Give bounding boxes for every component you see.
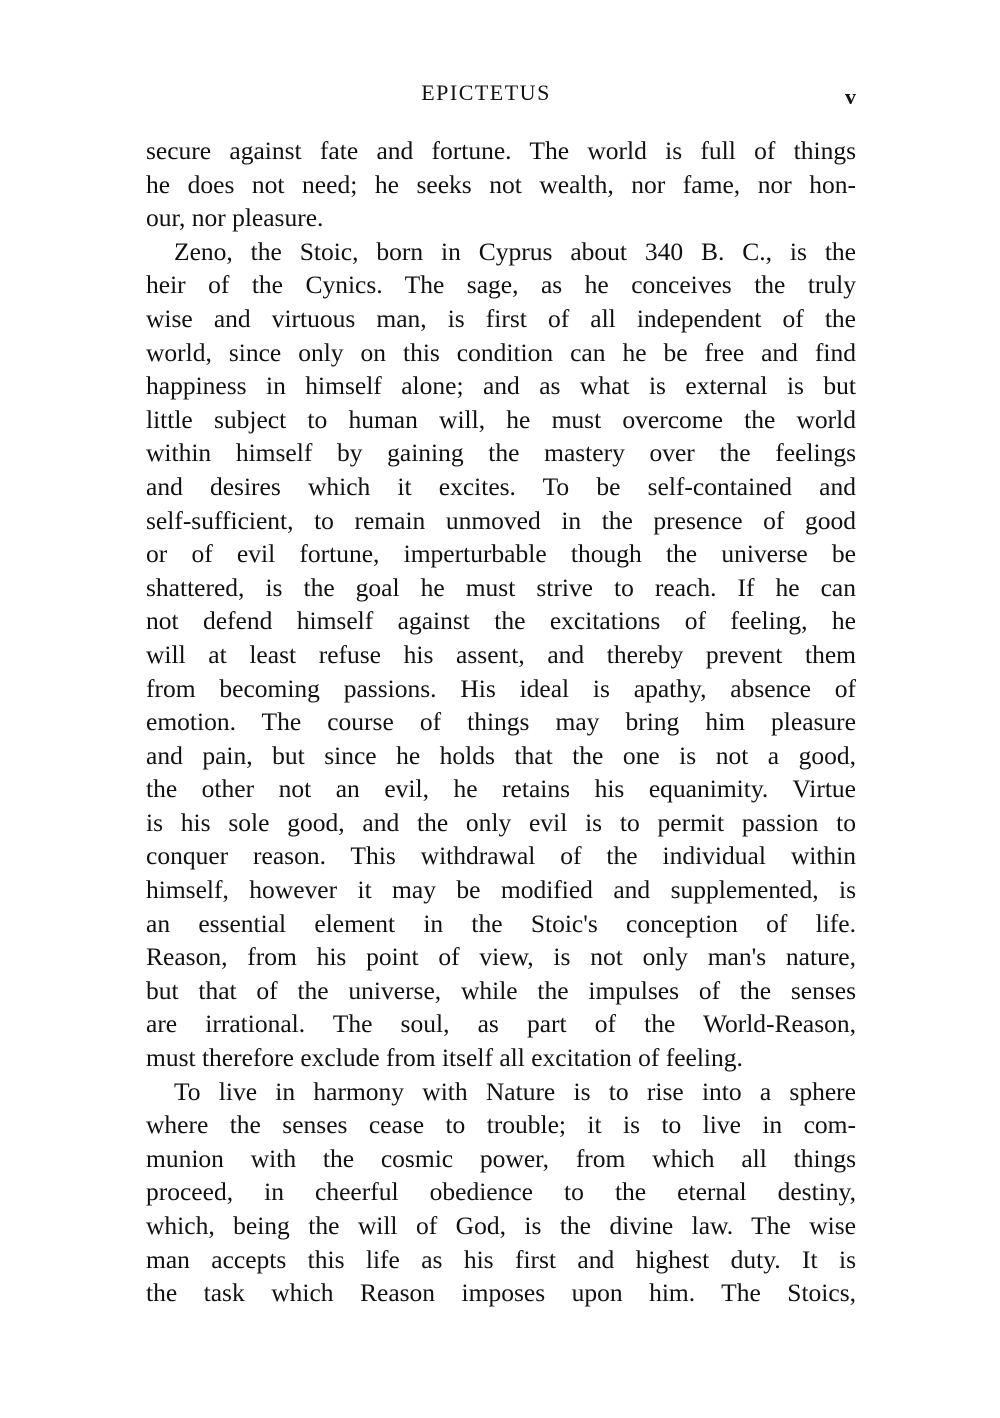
text-line: and pain, but since he holds that the one is not a good, [146,740,856,770]
text-line: our, nor pleasure. [146,203,324,233]
text-line: To live in harmony with Nature is to rise into a sphere [174,1076,856,1106]
text-line: himself, however it may be modified and supplemented, is [146,875,856,905]
text-line: or of evil fortune, imperturbable though the universe be [146,539,856,569]
text-line: will at least refuse his assent, and thereby prevent them [146,639,856,669]
text-line: within himself by gaining the mastery over the feelings [146,438,856,468]
text-line: proceed, in cheerful obedience to the eternal destiny, [146,1177,856,1207]
text-line: an essential element in the Stoic's conception of life. [146,908,856,938]
text-line: heir of the Cynics. The sage, as he conceives the truly [146,270,856,300]
text-line: is his sole good, and the only evil is to permit passion to [146,807,856,837]
text-line: where the senses cease to trouble; it is to live in com- [146,1110,856,1140]
text-line: not defend himself against the excitations of feeling, he [146,606,856,636]
text-line: are irrational. The soul, as part of the World-Reason, [146,1009,856,1039]
text-line: which, being the will of God, is the divine law. The wise [146,1211,856,1240]
text-line: world, since only on this condition can he be free and find [146,337,856,367]
running-head [146,80,856,110]
page-number: v [845,84,856,109]
text-line: conquer reason. This withdrawal of the individual within [146,841,856,871]
body-text [146,134,856,1310]
text-line: shattered, is the goal he must strive to reach. If he can [146,572,856,602]
text-line: the other not an evil, he retains his equanimity. Virtue [146,774,856,804]
text-line: he does not need; he seeks not wealth, nor fame, nor hon- [146,169,856,199]
text-line: emotion. The course of things may bring him pleasure [146,707,856,737]
text-line: Zeno, the Stoic, born in Cyprus about 340 B. C., is the [174,236,856,266]
text-line: from becoming passions. His ideal is apathy, absence of [146,673,856,703]
text-line: the task which Reason imposes upon him. The Stoics, [146,1278,856,1308]
text-line: munion with the cosmic power, from which all things [146,1143,856,1173]
text-line: must therefore exclude from itself all excitation of feeling. [146,1043,743,1073]
text-line: but that of the universe, while the impulses of the senses [146,975,856,1005]
text-line: self-sufficient, to remain unmoved in the presence of good [146,505,856,535]
text-line: man accepts this life as his first and highest duty. It is [146,1244,856,1274]
running-title: EPICTETUS [421,80,551,105]
text-line: little subject to human will, he must overcome the world [146,404,856,434]
text-line: happiness in himself alone; and as what is external is but [146,371,856,401]
text-line: wise and virtuous man, is first of all independent of the [146,303,856,333]
text-line: Reason, from his point of view, is not only man's nature, [146,942,856,972]
text-line: and desires which it excites. To be self-contained and [146,471,856,501]
text-line: secure against fate and fortune. The world is full of things [146,136,856,165]
